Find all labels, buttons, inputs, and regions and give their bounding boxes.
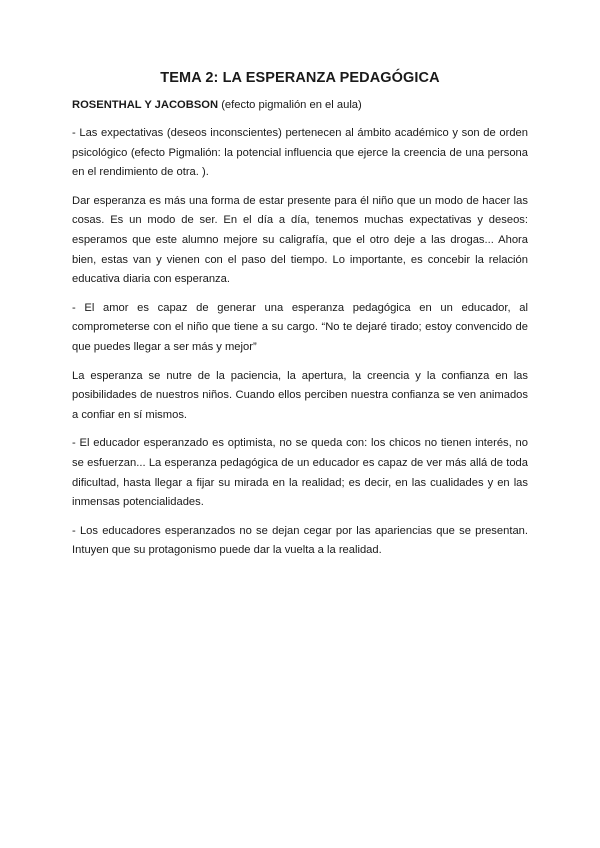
subtitle-authors: ROSENTHAL Y JACOBSON: [72, 99, 219, 111]
document-subtitle: [72, 96, 528, 115]
paragraph-dar-esperanza: Dar esperanza es más una forma de estar presente para él niño que un modo de hacer las cosas. Es un modo de ser. En el día a día, tenemos muchas expectativas y deseos: esperamos que este alumno mejore su caligrafía, que el otro deje a las drogas... Ahora bien, estas van y vienen con el paso del tiempo. Lo importante, es concebir la relación educativa diaria con esperanza.: [72, 194, 528, 286]
paragraph-amor: - El amor es capaz de generar una esperanza pedagógica en un educador, al comprometerse con el niño que tiene a su cargo. “No te dejaré tirado; estoy convencido de que puedes llegar a ser más y mejor”: [72, 301, 528, 353]
document-title: TEMA 2: LA ESPERANZA PEDAGÓGICA: [160, 70, 440, 86]
paragraph-paciencia: La esperanza se nutre de la paciencia, la apertura, la creencia y la confianza en las posibilidades de nuestros niños. Cuando ellos perciben nuestra confianza se ven animados a confiar en sí mismos.: [72, 369, 528, 421]
document-page: [72, 70, 528, 570]
subtitle-description: (efecto pigmalión en el aula): [218, 99, 362, 111]
paragraph-optimista: - El educador esperanzado es optimista, no se queda con: los chicos no tienen interés, no se esfuerzan... La esperanza pedagógica de un educador es capaz de ver más allá de toda dificultad, hasta llegar a fijar su mirada en la realidad; es decir, en las cualidades y en las inmensas potencialidades.: [72, 437, 528, 509]
paragraph-expectativas: - Las expectativas (deseos inconscientes) pertenecen al ámbito académico y son de orden psicológico (efecto Pigmalión: la potencial influencia que ejerce la creencia de una persona en el rendimiento de otra. ).: [72, 127, 528, 179]
paragraph-apariencias: - Los educadores esperanzados no se dejan cegar por las apariencias que se presentan. Intuyen que su protagonismo puede dar la vuelta a la realidad.: [72, 524, 528, 557]
